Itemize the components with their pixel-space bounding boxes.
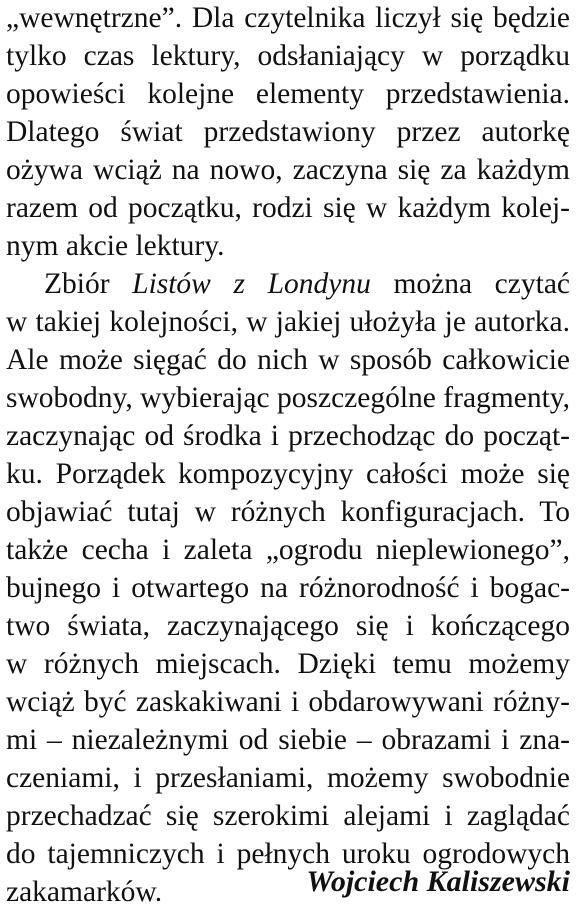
text-line: mi – niezależnymi od siebie – obrazami i zna- bbox=[6, 724, 570, 756]
text-line-first bbox=[44, 264, 570, 304]
text-line: czeniami, i przesłaniami, możemy swobodnie bbox=[6, 762, 570, 794]
text-line: two świata, zaczynającego się i kończącego bbox=[6, 610, 570, 642]
text-line: ku. Porządek kompozycyjny całości może się bbox=[6, 458, 570, 490]
text-line: zakamarków. bbox=[6, 876, 163, 908]
document-page bbox=[6, 0, 571, 908]
author-signature: Wojciech Kaliszewski bbox=[306, 865, 570, 898]
text-line: w różnych miejscach. Dzięki temu możemy bbox=[6, 648, 570, 680]
text-line: Dlatego świat przedstawiony przez autorkę bbox=[6, 116, 570, 148]
text-line: przechadzać się szerokimi alejami i zaglądać bbox=[6, 800, 570, 832]
text-line: objawiać tutaj w różnych konfiguracjach. To bbox=[6, 496, 570, 528]
book-title: Listów z Londynu bbox=[132, 268, 371, 300]
text-segment: Zbiór bbox=[44, 268, 133, 300]
text-line: „wewnętrzne”. Dla czytelnika liczył się będzie bbox=[6, 2, 570, 34]
text-line: razem od początku, rodzi się w każdym kolej- bbox=[6, 192, 570, 224]
text-line: ożywa wciąż na nowo, zaczyna się za każdym bbox=[6, 154, 570, 186]
text-line: Ale może sięgać do nich w sposób całkowicie bbox=[6, 344, 570, 376]
text-line: tylko czas lektury, odsłaniający w porządku bbox=[6, 40, 570, 72]
text-segment: można czytać bbox=[370, 268, 571, 300]
text-line: nym akcie lektury. bbox=[6, 230, 225, 262]
text-line: do tajemniczych i pełnych uroku ogrodowych bbox=[6, 838, 570, 870]
text-line: opowieści kolejne elementy przedstawienia. bbox=[6, 78, 570, 110]
text-line: swobodny, wybierając poszczególne fragmenty, bbox=[6, 382, 570, 414]
text-line: w takiej kolejności, w jakiej ułożyła je autorka. bbox=[6, 306, 570, 338]
text-line: także cecha i zaleta „ogrodu nieplewionego”, bbox=[6, 534, 570, 566]
text-line: bujnego i otwartego na różnorodność i bogac- bbox=[6, 572, 570, 604]
text-line: wciąż być zaskakiwani i obdarowywani różny- bbox=[6, 686, 570, 718]
text-line: zaczynając od środka i przechodząc do począt- bbox=[6, 420, 570, 452]
